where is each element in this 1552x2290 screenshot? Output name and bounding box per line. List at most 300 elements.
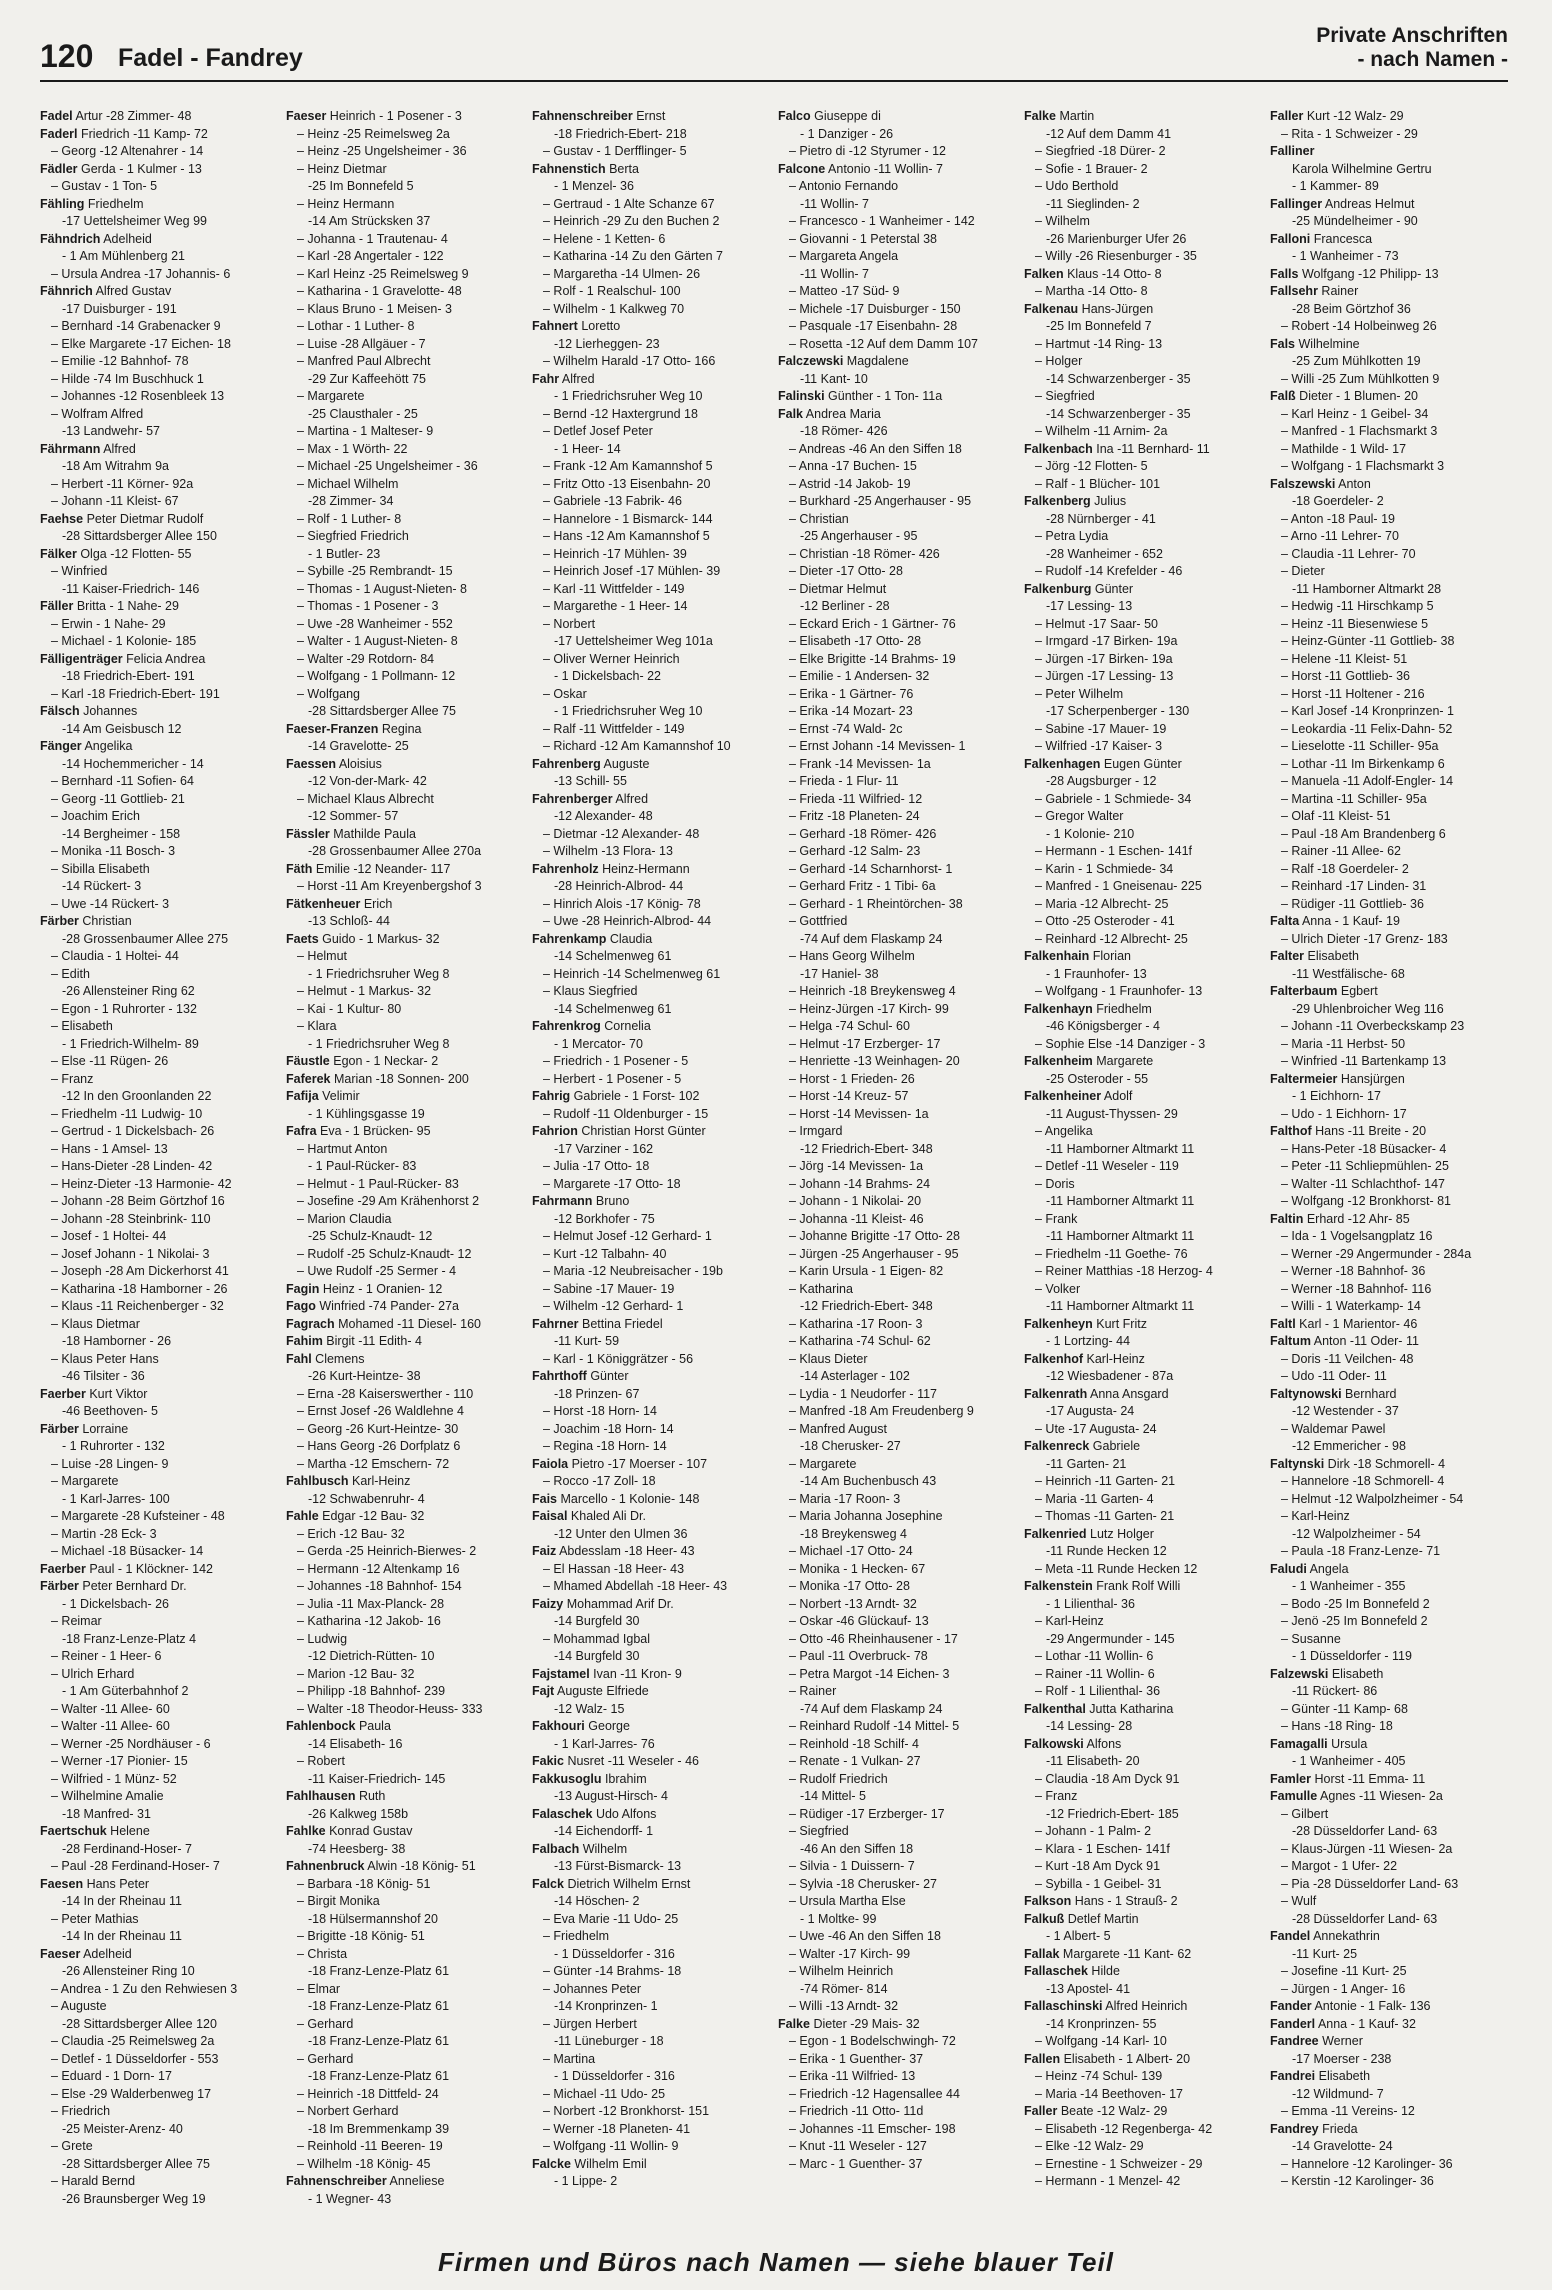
entry-member-line xyxy=(532,493,770,511)
entry-text: - 1 Eichhorn- 17 xyxy=(1292,1089,1381,1103)
entry-address-line xyxy=(40,301,278,319)
surname: Färber xyxy=(40,1579,79,1593)
entry-text: – Horst -11 Holtener - 216 xyxy=(1281,686,1425,701)
entry-text: Mohammad Arif Dr. xyxy=(563,1596,674,1611)
entry-member-line xyxy=(286,633,524,651)
surname: Färber xyxy=(40,914,79,928)
entry-text: – Heinrich Josef -17 Mühlen- 39 xyxy=(543,564,721,578)
entry-surname-line xyxy=(532,931,770,949)
entry-surname-line xyxy=(1270,948,1508,966)
entry-member-line xyxy=(778,476,1016,494)
entry-member-line xyxy=(532,1246,770,1264)
entry-member-line xyxy=(40,1981,278,1999)
entry-member-line xyxy=(778,1211,1016,1229)
entry-text: – Horst - 1 Frieden- 26 xyxy=(789,1071,915,1086)
entry-member-line xyxy=(1024,1613,1262,1631)
entry-text: -25 Im Bonnefeld 5 xyxy=(308,179,414,193)
entry-text: -12 Schwabenruhr- 4 xyxy=(308,1491,425,1506)
entry-text: – Norbert -12 Bronkhorst- 151 xyxy=(543,2104,710,2118)
entry-surname-line xyxy=(286,861,524,879)
entry-text: – Mathilde - 1 Wild- 17 xyxy=(1281,441,1407,456)
entry-member-line xyxy=(1270,1228,1508,1246)
entry-member-line xyxy=(1270,738,1508,756)
entry-member-line xyxy=(1024,2086,1262,2104)
entry-text: – Gerhard xyxy=(297,2051,354,2066)
entry-member-line xyxy=(1024,1158,1262,1176)
entry-text: Khaled Ali Dr. xyxy=(567,1509,646,1523)
directory-column-3 xyxy=(532,108,770,2191)
entry-member-line xyxy=(1024,616,1262,634)
entry-text: - 1 Ruhrorter - 132 xyxy=(62,1439,165,1453)
entry-text: – Reiner - 1 Heer- 6 xyxy=(51,1649,162,1663)
entry-text: – Heinrich -11 Garten- 21 xyxy=(1035,1474,1176,1488)
entry-text: Egon - 1 Neckar- 2 xyxy=(329,1054,439,1068)
entry-member-line xyxy=(778,2051,1016,2069)
entry-address-line xyxy=(40,1806,278,1824)
entry-member-line xyxy=(40,266,278,284)
entry-text: – Ursula Andrea -17 Johannis- 6 xyxy=(51,266,231,281)
entry-text: -46 Beethoven- 5 xyxy=(62,1404,158,1418)
entry-text: – Siegfried -18 Dürer- 2 xyxy=(1035,144,1166,158)
entry-text: – Karin - 1 Schmiede- 34 xyxy=(1035,861,1174,876)
entry-text: – Heinz -11 Biesenwiese 5 xyxy=(1281,616,1429,631)
entry-text: – Michael - 1 Kolonie- 185 xyxy=(51,634,197,648)
surname: Fahnert xyxy=(532,319,578,333)
entry-surname-line xyxy=(40,283,278,301)
entry-member-line xyxy=(1024,1281,1262,1299)
entry-member-line xyxy=(778,1018,1016,1036)
surname: Fahrenkrog xyxy=(532,1019,601,1033)
entry-text: Magdalene xyxy=(843,354,909,368)
entry-member-line xyxy=(532,1561,770,1579)
entry-member-line xyxy=(286,791,524,809)
entry-member-line xyxy=(40,948,278,966)
entry-member-line xyxy=(286,1631,524,1649)
entry-member-line xyxy=(778,808,1016,826)
entry-member-line xyxy=(778,283,1016,301)
entry-text: – Gabriele - 1 Schmiede- 34 xyxy=(1035,791,1192,806)
entry-member-line xyxy=(40,2138,278,2156)
entry-text: – Wolfgang -12 Bronkhorst- 81 xyxy=(1281,1194,1452,1208)
entry-address-line xyxy=(778,1368,1016,1386)
entry-member-line xyxy=(1024,1421,1262,1439)
entry-member-line xyxy=(1024,2156,1262,2174)
entry-text: -28 Sittardsberger Allee 75 xyxy=(308,704,457,718)
entry-text: -25 Zum Mühlkotten 19 xyxy=(1292,354,1421,368)
entry-member-line xyxy=(532,143,770,161)
entry-address-line xyxy=(1270,1526,1508,1544)
entry-member-line xyxy=(286,231,524,249)
entry-text: – Wolfgang - 1 Pollmann- 12 xyxy=(297,669,456,683)
entry-text: Winfried -74 Pander- 27a xyxy=(315,1299,459,1313)
surname: Falke xyxy=(778,2016,810,2031)
entry-member-line xyxy=(286,2138,524,2156)
entry-text: -18 Prinzen- 67 xyxy=(554,1386,640,1401)
surname: Färber xyxy=(40,1421,79,1436)
entry-surname-line xyxy=(40,738,278,756)
entry-text: – Horst -11 Am Kreyenbergshof 3 xyxy=(297,879,482,893)
entry-text: – Josef Johann - 1 Nikolai- 3 xyxy=(51,1246,210,1261)
entry-text: – Michael -25 Ungelsheimer - 36 xyxy=(297,459,478,473)
entry-text: – Georg -11 Gottlieb- 21 xyxy=(51,791,185,806)
entry-address-line xyxy=(778,1788,1016,1806)
entry-text: – Margarete -28 Kufsteiner - 48 xyxy=(51,1509,225,1523)
entry-member-line xyxy=(286,1981,524,1999)
entry-text: – Udo -11 Oder- 11 xyxy=(1281,1369,1387,1383)
surname: Fäustle xyxy=(286,1054,330,1068)
entry-text: – Johannes -18 Bahnhof- 154 xyxy=(297,1579,462,1593)
entry-text: Regina xyxy=(378,721,422,736)
entry-member-line xyxy=(778,1998,1016,2016)
entry-member-line xyxy=(286,476,524,494)
entry-text: – Wilhelm -11 Arnim- 2a xyxy=(1035,424,1168,438)
entry-member-line xyxy=(286,686,524,704)
entry-text: - 1 Düsseldorfer - 316 xyxy=(554,2069,675,2083)
entry-text: -14 Eichendorff- 1 xyxy=(554,1824,654,1838)
entry-text: -12 Friedrich-Ebert- 348 xyxy=(800,1141,933,1156)
entry-member-line xyxy=(286,248,524,266)
entry-text: -74 Römer- 814 xyxy=(800,1981,888,1996)
entry-address-line xyxy=(1024,1456,1262,1474)
entry-address-line xyxy=(532,878,770,896)
entry-address-line xyxy=(778,196,1016,214)
entry-member-line xyxy=(286,1543,524,1561)
entry-member-line xyxy=(532,1281,770,1299)
entry-member-line xyxy=(532,1578,770,1596)
entry-member-line xyxy=(1024,1508,1262,1526)
entry-member-line xyxy=(40,1246,278,1264)
entry-text: – Norbert -13 Arndt- 32 xyxy=(789,1596,917,1611)
entry-address-line xyxy=(40,983,278,1001)
entry-text: – Norbert xyxy=(543,616,596,631)
entry-text: -18 Friedrich-Ebert- 191 xyxy=(62,669,195,683)
entry-address-line xyxy=(1024,511,1262,529)
entry-text: Johannes xyxy=(79,704,138,718)
entry-text: – Friedhelm xyxy=(543,1929,609,1943)
entry-surname-line xyxy=(1024,441,1262,459)
entry-member-line xyxy=(286,266,524,284)
entry-member-line xyxy=(532,2121,770,2139)
entry-text: – Egon - 1 Bodelschwingh- 72 xyxy=(789,2034,956,2048)
entry-member-line xyxy=(1024,913,1262,931)
entry-text: -14 Schelmenweg 61 xyxy=(554,949,672,963)
entry-member-line xyxy=(778,1561,1016,1579)
entry-address-line xyxy=(1024,196,1262,214)
entry-text: – Renate - 1 Vulkan- 27 xyxy=(789,1754,921,1768)
surname: Famler xyxy=(1270,1771,1311,1786)
entry-text: – Knut -11 Weseler - 127 xyxy=(789,2139,927,2153)
surname: Faets xyxy=(286,931,319,946)
entry-member-line xyxy=(40,1158,278,1176)
entry-text: – Karl Josef -14 Kronprinzen- 1 xyxy=(1281,704,1455,718)
entry-surname-line xyxy=(1270,1561,1508,1579)
entry-text: -17 Scherpenberger - 130 xyxy=(1046,704,1190,718)
entry-text: Marian -18 Sonnen- 200 xyxy=(330,1071,469,1086)
entry-text: -13 August-Hirsch- 4 xyxy=(554,1789,668,1803)
entry-text: – Ursula Martha Else xyxy=(789,1894,906,1908)
entry-text: -25 Angerhauser - 95 xyxy=(800,529,918,543)
entry-text: Frieda xyxy=(1318,2121,1358,2136)
entry-surname-line xyxy=(1270,2068,1508,2086)
entry-member-line xyxy=(1024,143,1262,161)
surname: Fahnenschreiber xyxy=(532,109,633,123)
entry-member-line xyxy=(1270,2156,1508,2174)
entry-text: – Sylvia -18 Cherusker- 27 xyxy=(789,1876,937,1891)
entry-text: – Hans -12 Am Kamannshof 5 xyxy=(543,529,710,543)
entry-surname-line xyxy=(1270,1788,1508,1806)
entry-text: – Erich -12 Bau- 32 xyxy=(297,1526,405,1541)
entry-text: Angela xyxy=(1306,1561,1349,1576)
entry-member-line xyxy=(532,458,770,476)
entry-text: – Monika -17 Otto- 28 xyxy=(789,1579,910,1593)
entry-member-line xyxy=(286,1246,524,1264)
entry-address-line xyxy=(1024,1071,1262,1089)
entry-text: -18 Friedrich-Ebert- 218 xyxy=(554,126,687,141)
entry-member-line xyxy=(1024,1561,1262,1579)
entry-member-line xyxy=(286,2051,524,2069)
entry-member-line xyxy=(778,826,1016,844)
entry-text: – Elke -12 Walz- 29 xyxy=(1035,2139,1144,2153)
entry-text: – Maria -11 Garten- 4 xyxy=(1035,1491,1154,1506)
entry-address-line xyxy=(286,703,524,721)
entry-text: -46 Tilsiter - 36 xyxy=(62,1369,145,1383)
entry-text: -12 Von-der-Mark- 42 xyxy=(308,774,427,788)
surname: Fahrenberg xyxy=(532,756,601,771)
entry-member-line xyxy=(286,1596,524,1614)
entry-member-line xyxy=(1270,1893,1508,1911)
entry-text: – Herbert - 1 Posener - 5 xyxy=(543,1071,682,1086)
entry-text: – Arno -11 Lehrer- 70 xyxy=(1281,529,1399,543)
entry-text: -28 Zimmer- 34 xyxy=(308,494,394,508)
entry-member-line xyxy=(778,1456,1016,1474)
entry-text: -12 In den Groonlanden 22 xyxy=(62,1089,212,1103)
entry-text: – Sibilla Elisabeth xyxy=(51,861,150,876)
entry-member-line xyxy=(1270,371,1508,389)
entry-text: Kurt Viktor xyxy=(85,1386,148,1401)
entry-text: – Astrid -14 Jakob- 19 xyxy=(789,476,911,491)
surname: Falken xyxy=(1024,266,1064,281)
entry-surname-line xyxy=(532,1596,770,1614)
surname: Fallsehr xyxy=(1270,284,1318,298)
entry-member-line xyxy=(40,843,278,861)
entry-member-line xyxy=(40,1176,278,1194)
entry-member-line xyxy=(532,1228,770,1246)
entry-member-line xyxy=(286,528,524,546)
entry-text: -74 Auf dem Flaskamp 24 xyxy=(800,931,943,946)
entry-text: – Andrea - 1 Zu den Rehwiesen 3 xyxy=(51,1981,238,1996)
entry-member-line xyxy=(40,1858,278,1876)
entry-member-line xyxy=(40,1753,278,1771)
entry-text: – Dietmar Helmut xyxy=(789,581,887,596)
entry-surname-line xyxy=(1270,196,1508,214)
entry-text: – Karl-Heinz xyxy=(1281,1509,1350,1523)
entry-address-line xyxy=(40,2191,278,2209)
entry-member-line xyxy=(532,1928,770,1946)
entry-member-line xyxy=(532,528,770,546)
entry-text: -13 Schill- 55 xyxy=(554,774,627,788)
entry-member-line xyxy=(40,1193,278,1211)
entry-text: Loretto xyxy=(577,319,621,333)
surname: Fälsch xyxy=(40,704,80,718)
entry-text: – Robert -14 Holbeinweg 26 xyxy=(1281,319,1437,333)
entry-member-line xyxy=(1270,1806,1508,1824)
page-header xyxy=(40,22,1508,82)
entry-member-line xyxy=(532,231,770,249)
entry-surname-line xyxy=(1270,283,1508,301)
entry-text: -29 Angermunder - 145 xyxy=(1046,1631,1175,1646)
entry-text: – Johanna -11 Kleist- 46 xyxy=(789,1211,924,1226)
entry-member-line xyxy=(778,2156,1016,2174)
entry-text: Britta - 1 Nahe- 29 xyxy=(73,599,179,613)
entry-text: – Heinrich -18 Breykensweg 4 xyxy=(789,984,956,998)
entry-member-line xyxy=(1270,126,1508,144)
entry-text: – Michael -18 Büsacker- 14 xyxy=(51,1544,204,1558)
entry-text: -12 Westender - 37 xyxy=(1292,1404,1399,1418)
entry-address-line xyxy=(532,1526,770,1544)
surname: Famulle xyxy=(1270,1789,1318,1803)
surname: Fahnenbruck xyxy=(286,1859,365,1873)
entry-address-line xyxy=(286,1963,524,1981)
entry-text: -18 Hamborner - 26 xyxy=(62,1334,172,1348)
entry-member-line xyxy=(778,2033,1016,2051)
entry-text: – Egon - 1 Ruhrorter - 132 xyxy=(51,1001,197,1016)
entry-text: – Siegfried xyxy=(789,1824,849,1838)
entry-address-line xyxy=(1270,1823,1508,1841)
entry-text: – Frieda -11 Wilfried- 12 xyxy=(789,791,923,806)
entry-address-line xyxy=(532,1701,770,1719)
entry-address-line xyxy=(532,1998,770,2016)
entry-text: – Johannes -11 Emscher- 198 xyxy=(789,2121,956,2136)
entry-member-line xyxy=(40,1316,278,1334)
entry-text: Angelika xyxy=(81,739,133,753)
entry-text: – Gerhard Fritz - 1 Tibi- 6a xyxy=(789,879,936,893)
entry-member-line xyxy=(1024,1211,1262,1229)
entry-text: George xyxy=(584,1719,630,1733)
entry-surname-line xyxy=(1024,1386,1262,1404)
surname: Faiz xyxy=(532,1544,557,1558)
entry-member-line xyxy=(286,983,524,1001)
entry-surname-line xyxy=(286,1298,524,1316)
entry-address-line xyxy=(778,1438,1016,1456)
entry-address-line xyxy=(40,1963,278,1981)
entry-member-line xyxy=(40,143,278,161)
entry-member-line xyxy=(532,1106,770,1124)
entry-member-line xyxy=(40,1526,278,1544)
entry-address-line xyxy=(1024,1403,1262,1421)
entry-text: – Willi - 1 Waterkamp- 14 xyxy=(1281,1299,1421,1313)
entry-text: Karl - 1 Marientor- 46 xyxy=(1295,1316,1418,1331)
entry-address-line xyxy=(1024,318,1262,336)
entry-surname-line xyxy=(532,1683,770,1701)
entry-text: -18 Cherusker- 27 xyxy=(800,1439,901,1453)
entry-text: -14 Hochemmericher - 14 xyxy=(62,756,204,771)
entry-text: -12 Alexander- 48 xyxy=(554,809,653,823)
entry-member-line xyxy=(778,1246,1016,1264)
entry-address-line xyxy=(1270,2051,1508,2069)
entry-text: – Max - 1 Wörth- 22 xyxy=(297,441,408,456)
surname: Falck xyxy=(532,1876,564,1891)
surname: Faltynowski xyxy=(1270,1386,1342,1401)
entry-text: -11 Hamborner Altmarkt 11 xyxy=(1046,1141,1195,1156)
entry-member-line xyxy=(778,213,1016,231)
entry-text: -11 Lüneburger - 18 xyxy=(554,2034,664,2048)
entry-member-line xyxy=(778,878,1016,896)
entry-member-line xyxy=(286,1438,524,1456)
entry-text: – Heinrich -14 Schelmenweg 61 xyxy=(543,966,721,981)
entry-member-line xyxy=(40,493,278,511)
entry-text: – Bernhard -11 Sofien- 64 xyxy=(51,774,194,788)
entry-text: -14 Schwarzenberger - 35 xyxy=(1046,371,1191,386)
entry-address-line xyxy=(40,1403,278,1421)
entry-member-line xyxy=(1024,843,1262,861)
entry-member-line xyxy=(1270,1631,1508,1649)
entry-text: - 1 Am Güterbahnhof 2 xyxy=(62,1684,189,1698)
entry-address-line xyxy=(778,1841,1016,1859)
entry-text: - 1 Wanheimer - 73 xyxy=(1292,249,1399,263)
entry-surname-line xyxy=(1270,1386,1508,1404)
entry-text: – Friedrich xyxy=(51,2104,111,2118)
entry-address-line xyxy=(1270,178,1508,196)
entry-surname-line xyxy=(1024,1736,1262,1754)
entry-address-line xyxy=(40,213,278,231)
surname: Fahl xyxy=(286,1351,312,1366)
entry-surname-line xyxy=(1024,108,1262,126)
entry-member-line xyxy=(532,966,770,984)
entry-address-line xyxy=(1024,826,1262,844)
entry-address-line xyxy=(1024,1141,1262,1159)
entry-text: Klaus -14 Otto- 8 xyxy=(1063,266,1162,281)
surname: Fakkusoglu xyxy=(532,1771,602,1786)
entry-address-line xyxy=(778,1473,1016,1491)
entry-member-line xyxy=(1270,1176,1508,1194)
entry-surname-line xyxy=(532,756,770,774)
entry-member-line xyxy=(40,476,278,494)
entry-text: Agnes -11 Wiesen- 2a xyxy=(1317,1789,1443,1803)
surname: Faferek xyxy=(286,1071,331,1086)
entry-text: – Doris xyxy=(1035,1176,1075,1191)
entry-member-line xyxy=(532,1071,770,1089)
entry-address-line xyxy=(286,1228,524,1246)
entry-text: -11 Westfälische- 68 xyxy=(1292,966,1405,981)
entry-text: – Jürgen -25 Angerhauser - 95 xyxy=(789,1246,959,1261)
entry-text: Friedrich -11 Kamp- 72 xyxy=(77,126,208,141)
entry-member-line xyxy=(286,511,524,529)
entry-member-line xyxy=(778,1333,1016,1351)
entry-text: Christian xyxy=(78,914,132,928)
surname: Fahrenkamp xyxy=(532,931,607,946)
entry-text: -14 Kronprinzen- 55 xyxy=(1046,2016,1157,2031)
entry-member-line xyxy=(1270,616,1508,634)
entry-text: – Ralf -18 Goerdeler- 2 xyxy=(1281,861,1409,876)
entry-member-line xyxy=(286,1263,524,1281)
entry-text: – Winfried -11 Bartenkamp 13 xyxy=(1281,1054,1447,1068)
entry-text: – Wilhelm -12 Gerhard- 1 xyxy=(543,1299,684,1313)
entry-surname-line xyxy=(40,1823,278,1841)
entry-text: – Gerhard -12 Salm- 23 xyxy=(789,844,921,858)
entry-member-line xyxy=(1270,1036,1508,1054)
entry-text: Nusret -11 Weseler - 46 xyxy=(563,1754,699,1768)
entry-surname-line xyxy=(286,1858,524,1876)
entry-text: – Matteo -17 Süd- 9 xyxy=(789,284,900,298)
entry-address-line xyxy=(532,2173,770,2191)
surname: Fais xyxy=(532,1491,558,1506)
surname: Fandrei xyxy=(1270,2069,1316,2083)
entry-member-line xyxy=(286,283,524,301)
entry-text: – Franz xyxy=(1035,1789,1078,1803)
entry-member-line xyxy=(1024,1858,1262,1876)
surname: Fallaschinski xyxy=(1024,1999,1103,2013)
entry-text: -14 Am Geisbusch 12 xyxy=(62,721,182,736)
